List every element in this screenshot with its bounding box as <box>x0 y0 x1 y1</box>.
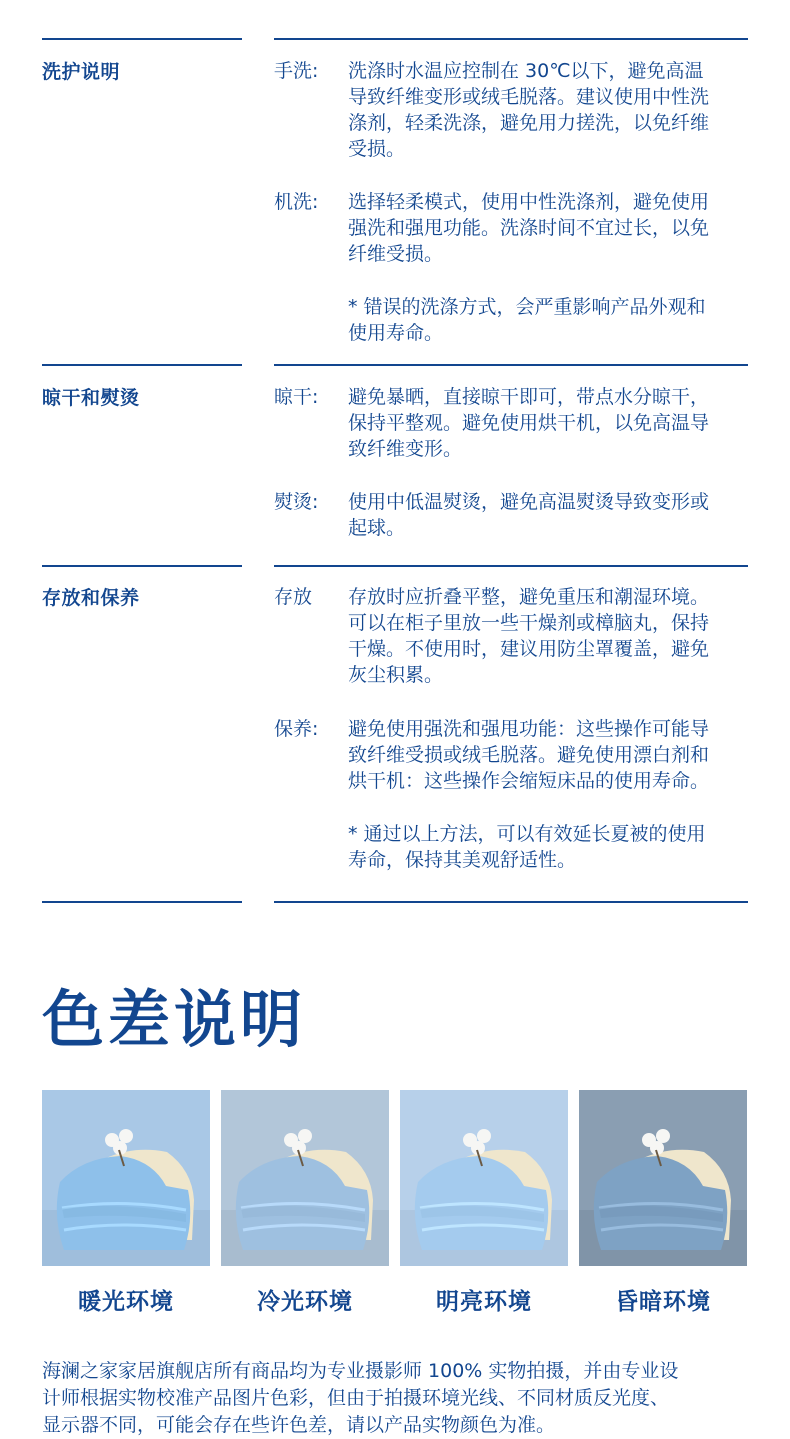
text-line: 使用寿命。 <box>348 322 444 344</box>
care-note-washing <box>348 294 750 346</box>
care-note-storage <box>348 821 750 873</box>
care-item-text <box>348 489 750 541</box>
text-line: * 错误的洗涤方式，会严重影响产品外观和 <box>348 296 706 318</box>
care-item-label: 手洗: <box>274 60 319 82</box>
text-line: 海澜之家家居旗舰店所有商品均为专业摄影师 100% 实物拍摄，并由专业设 <box>42 1360 679 1382</box>
care-item-hand-wash <box>274 58 754 168</box>
care-item-label: 晾干: <box>274 386 319 408</box>
divider-2-right <box>274 364 748 366</box>
care-item-label: 机洗: <box>274 191 319 213</box>
section-title-drying: 晾干和熨烫 <box>42 387 140 409</box>
care-item-text <box>348 716 750 794</box>
text-line: 起球。 <box>348 517 406 539</box>
divider-3-left <box>42 565 242 567</box>
swatch-label-cool: 冷光环境 <box>257 1289 353 1315</box>
swatch-label-dim: 昏暗环境 <box>615 1289 711 1315</box>
care-item-machine-wash <box>274 189 754 269</box>
text-line: 灰尘积累。 <box>348 664 444 686</box>
care-item-text <box>348 584 750 688</box>
text-line: 烘干机：这些操作会缩短床品的使用寿命。 <box>348 770 710 792</box>
text-line: 保持平整观。避免使用烘干机，以免高温导 <box>348 412 710 434</box>
care-item-maintenance <box>274 716 754 796</box>
swatch-bright-image <box>400 1090 568 1266</box>
text-line: 避免暴晒，直接晾干即可，带点水分晾干， <box>348 386 710 408</box>
text-line: 致纤维受损或绒毛脱落。避免使用漂白剂和 <box>348 744 710 766</box>
color-difference-disclaimer <box>42 1358 754 1439</box>
divider-bottom-left <box>42 901 242 903</box>
text-line: 显示器不同，可能会存在些许色差，请以产品实物颜色为准。 <box>42 1414 556 1436</box>
care-item-label: 熨烫: <box>274 491 319 513</box>
text-line: 受损。 <box>348 138 406 160</box>
text-line: 致纤维变形。 <box>348 438 463 460</box>
text-line: * 通过以上方法，可以有效延长夏被的使用 <box>348 823 706 845</box>
care-item-storage <box>274 584 754 690</box>
text-line: 寿命，保持其美观舒适性。 <box>348 849 577 871</box>
care-item-text <box>348 189 750 267</box>
section-title-storage: 存放和保养 <box>42 587 140 609</box>
quilt-illustration <box>400 1090 568 1266</box>
divider-bottom-right <box>274 901 748 903</box>
divider-3-right <box>274 565 748 567</box>
color-difference-title: 色差说明 <box>42 983 307 1056</box>
swatch-dim-image <box>579 1090 747 1266</box>
care-item-text <box>348 58 750 162</box>
care-item-label: 保养: <box>274 718 319 740</box>
swatch-warm-image <box>42 1090 210 1266</box>
text-line: 使用中低温熨烫，避免高温熨烫导致变形或 <box>348 491 710 513</box>
quilt-illustration <box>221 1090 389 1266</box>
text-line: 强洗和强甩功能。洗涤时间不宜过长，以免 <box>348 217 710 239</box>
text-line: 导致纤维变形或绒毛脱落。建议使用中性洗 <box>348 86 710 108</box>
text-line: 洗涤时水温应控制在 30℃以下，避免高温 <box>348 60 704 82</box>
section-title-washing: 洗护说明 <box>42 61 121 83</box>
text-line: 可以在柜子里放一些干燥剂或樟脑丸，保持 <box>348 612 710 634</box>
text-line: 存放时应折叠平整，避免重压和潮湿环境。 <box>348 586 710 608</box>
swatch-label-bright: 明亮环境 <box>436 1289 532 1315</box>
text-line: 计师根据实物校准产品图片色彩，但由于拍摄环境光线、不同材质反光度、 <box>42 1387 670 1409</box>
divider-top-left <box>42 38 242 40</box>
divider-2-left <box>42 364 242 366</box>
care-item-label: 存放 <box>274 586 313 608</box>
text-line: 涤剂，轻柔洗涤，避免用力搓洗，以免纤维 <box>348 112 710 134</box>
text-line: 干燥。不使用时，建议用防尘罩覆盖，避免 <box>348 638 710 660</box>
quilt-illustration <box>42 1090 210 1266</box>
text-line: 避免使用强洗和强甩功能：这些操作可能导 <box>348 718 710 740</box>
text-line: 纤维受损。 <box>348 243 444 265</box>
care-item-text <box>348 384 750 462</box>
swatch-cool-image <box>221 1090 389 1266</box>
quilt-illustration <box>579 1090 747 1266</box>
text-line: 选择轻柔模式，使用中性洗涤剂，避免使用 <box>348 191 710 213</box>
swatch-label-warm: 暖光环境 <box>78 1289 174 1315</box>
divider-top-right <box>274 38 748 40</box>
care-item-ironing <box>274 489 754 543</box>
care-item-drying <box>274 384 754 464</box>
